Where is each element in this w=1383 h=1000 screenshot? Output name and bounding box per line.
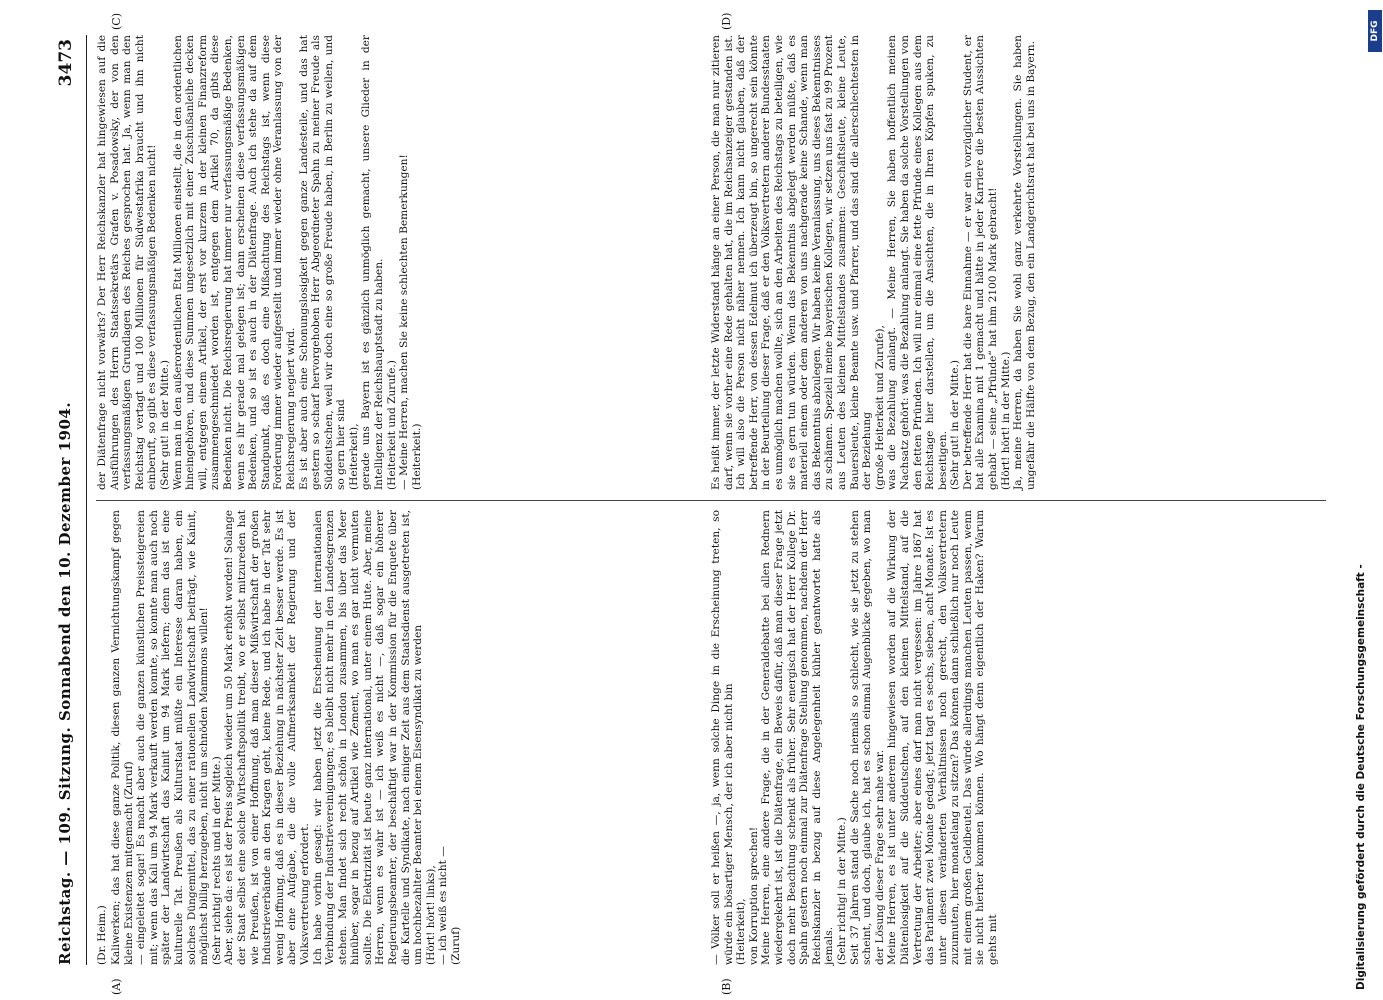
rotated-document-page [50,12,1330,995]
running-header [50,35,87,965]
column-d-text: Es heißt immer, der letzte Widerstand hänge an einer Person, die man nur zitieren darf, wenn sie vorher eine Rede gehalten hat, die im Reichsanzeiger gestanden ist. Ich will also die Person nicht näher nennen. Ich kann nicht glauben, daß der betreffende Herr, von dessen Edelmut ich überzeugt bin, so ungerecht sein könnte in der Beurteilung dieser Frage, daß er den Volksvertretern anderer Bundesstaaten es unmöglich machen wollte, sich an den Arbeiten des Reichstags zu beteiligen, wie sie es gern tun würden. Wenn das Bekenntnis abgelegt werden müßte, daß es materiell einem oder dem anderen von uns nachgerade keine Schande, wenn man das Bekenntnis abzulegen. Wir haben keine Veranlassung, uns dieses Bekenntnisses zu schämen. Speziell meine bayerischen Kollegen, wir setzen uns fast zu 99 Prozent aus Leuten des kleinen Mittelstandes zusammen: Geschäftsleute, kleine Leute, Bauersleute, kleine Beamte usw. und Pfarrer, und das sind die allerschlechtesten in der Beziehung (große Heiterkeit und Zurufe), was die Bezahlung anlangt. — Meine Herren, Sie haben hoffentlich meinen Nachsatz gehört: was die Bezahlung anlangt. Sie haben da solche Vorstellungen von den fetten Pfründen. Ich will nur einmal eine fette Pfründe eines Kollegen aus dem Reichstage hier darstellen, um die Ansichten, die in Ihren Köpfen spuken, zu beseitigen. (Sehr gut! in der Mitte.) Der betreffende Herr hat die bare Einnahme — er war ein vorzüglicher Student, er hat alle Examina mit 1 gemacht und hätte in jeder Karriere die besten Aussichten gehabt — seine „Pfründe“ hat ihm 2100 Mark gebracht! (Hört! hört! in der Mitte.) Ja, meine Herren, da haben Sie wohl ganz verkehrte Vorstellungen. Sie haben ungefähr die Hälfte von dem Bezug, den ein Landgerichtsrat hat bei uns in Bayern. [710,35,1037,490]
column-d [710,35,1330,490]
margin-label-c: (C) [110,13,123,30]
column-divider [96,500,1326,501]
margin-label-b: (B) [720,978,733,995]
digitization-credit: Digitalisierung gefördert durch die Deutsche Forschungsgemeinschaft - [1355,564,1367,990]
column-a [96,510,696,965]
page-number: 3473 [56,39,76,87]
column-c-right [96,35,696,490]
column-a-text: Kaliwerken; das hat diese ganze Politik, diesen ganzen Vernichtungskampf gegen kleine Existenzen mitgemacht (Zuruf) — eingeleitet sogar! Es macht aber auch die ganzen künstlichen Preissteigereien mit; wenn das Kali um 94 Mark verkauft werden konnte, so konnte man auch noch später der Landwirtschaft das Kainit um 94 Mark liefern; denn das ist eine kulturelle Tat. Preußen als Kulturstaat müßte ein Interesse daran haben, ein solches Düngemittel, das zu einer rationellen Landwirtschaft beiträgt, wie Kainit, möglichst billig herzugeben, nicht um schnöden Mammons willen! (Sehr richtig! rechts und in der Mitte.) Aber, siehe da: es ist der Preis sogleich wieder um 50 Mark erhöht worden! Solange der Staat selbst eine solche Wirtschaftspolitik treibt, wo er selbst mitzureden hat wie Preußen, ist von einer Hoffnung, daß man dieser Mißwirtschaft der großen Industrieverbände an den Kragen geht, keine Rede, und ich habe in der Tat sehr wenig Hoffnung, daß es in dieser Beziehung in nächster Zeit besser werde. Es ist aber eine Aufgabe, die die volle Aufmerksamkeit der Regierung und der Volksvertretung erfordert. Ich habe vorhin gesagt: wir haben jetzt die Erscheinung der internationalen Verbindung der Industrievereinigungen; es bleibt nicht mehr in den Landesgrenzen stehen. Man findet sich recht schön in London zusammen, bis über das Meer hinüber, sogar in bezug auf Artikel wie Zement, wo man es gar nicht vermuten sollte. Die Elektrizität ist heute ganz international, unter einem Hute. Aber, meine Herren, wenn es wahr ist — ich weiß es nicht —, daß sogar ein höherer Regierungsbeamter, der beschäftigt war in der Kommission für die Enquete über die Kartelle und Syndikate, nach einiger Zeit aus dem Staatsdienst ausgetreten ist, um hochbezahlter Beamter bei einem Eisensyndikat zu werden (Hört! hört! links), — ich weiß es nicht — (Zuruf) [110,510,463,965]
column-c-text: der Diätenfrage nicht vorwärts? Der Herr Reichskanzler hat hingewiesen auf die Ausführungen des Herrn Staatssekretärs Grafen v. Posadowsky, der von den verfassungsmäßigen Grundlagen des Reiches gesprochen hat. Ja, wenn man den Reichstag vertagt und 100 Millionen für Südwestafrika braucht und ihn nicht einberuft, so gibt es diese verfassungsmäßigen Bedenken nicht! (Sehr gut! in der Mitte.) Wenn man in den außerordentlichen Etat Millionen einstellt, die in den ordentlichen hineingehören, und diese Summen ungesetzlich mit einer Zuschußanleihe decken will, entgegen einem Artikel, der erst vor kurzem in der kleinen Finanzreform zusammengeschmiedet worden ist, entgegen dem Artikel 70, da gibts diese Bedenken nicht. Die Reichsregierung hat immer nur verfassungsmäßige Bedenken, wenn es ihr gerade mal gelegen ist; dann erscheinen diese verfassungsmäßigen Bedenken, und so ist es auch in der Diätenfrage. Auch ich stehe da auf dem Standpunkt, daß es doch eine Mißachtung des Reichstags ist, wenn diese Forderung immer wieder aufgestellt und immer wieder ohne Veranlassung von der Reichsregierung negiert wird. Es ist aber auch eine Schonungslosigkeit gegen ganze Landesteile, und das hat gestern so scharf hervorgehoben Herr Abgeordneter Spahn zu meiner Freude als Süddeutschen, weil wir doch eine so große Freude haben, in Berlin zu weilen, und so gern hier sind (Heiterkeit), gerade uns Bayern ist es gänzlich unmöglich gemacht, unsere Glieder in der Intelligenz der Reichshauptstadt zu haben. (Heiterkeit und Zurufe.) — Meine Herren, machen Sie keine schlechten Bemerkungen! (Heiterkeit.) [96,35,423,490]
dfg-logo-text: DFG [1370,20,1380,42]
speaker-tag: (Dr. Heim.) [96,905,108,965]
header-title: Reichstag. — 109. Sitzung. Sonnabend den 10. Dezember 1904. [56,401,74,965]
dfg-logo [1368,10,1382,52]
column-b-text: — Völker soll er heißen —, ja, wenn solche Dinge in die Erscheinung treten, so würde ein bösartiger Mensch, der ich aber nicht bin (Heiterkeit), von Korruption sprechen! Meine Herren, eine andere Frage, die in der Generaldebatte bei allen Rednern wiedergekehrt ist, ist die Diätenfrage, ein Beweis dafür, daß man dieser Frage jetzt doch mehr Beachtung schenkt als früher. Sehr energisch hat der Herr Kollege Dr. Spahn gestern noch einmal zur Diätenfrage Stellung genommen, nachdem der Herr Reichskanzler in bezug auf diese Angelegenheit kühler geantwortet hatte als jemals. (Sehr richtig! in der Mitte.) Seit 37 Jahren stand die Sache noch niemals so schlecht, wie sie jetzt zu stehen scheint, und doch, glaube ich, hat es schon einmal Augenblicke gegeben, wo man der Lösung dieser Frage sehr nahe war. Meine Herren, es ist unter anderem hingewiesen worden auf die Wirkung der Diätenlosigkeit auf die Süddeutschen, auf den kleinen Mittelstand, auf die Vertretung der Arbeiter; aber eines darf man nicht vergessen: im Jahre 1867 hat das Parlament zwei Monate gedagt; jetzt tagt es sechs, sieben, acht Monate. Ist es unter diesen veränderten Verhältnissen noch gerecht, den Volksvertretern zuzumuten, hier monatelang zu sitzen? Das können dann schließlich nur noch Leute mit einem großen Geldbeutel. Das würde allerdings manchen Leuten passen, wenn sie nicht hierher kommen können. Wo hängt denn eigentlich der Haken? Warum gehts mit [710,510,1000,965]
column-b [710,510,1330,965]
margin-label-d: (D) [720,12,733,30]
margin-label-a: (A) [110,978,123,995]
